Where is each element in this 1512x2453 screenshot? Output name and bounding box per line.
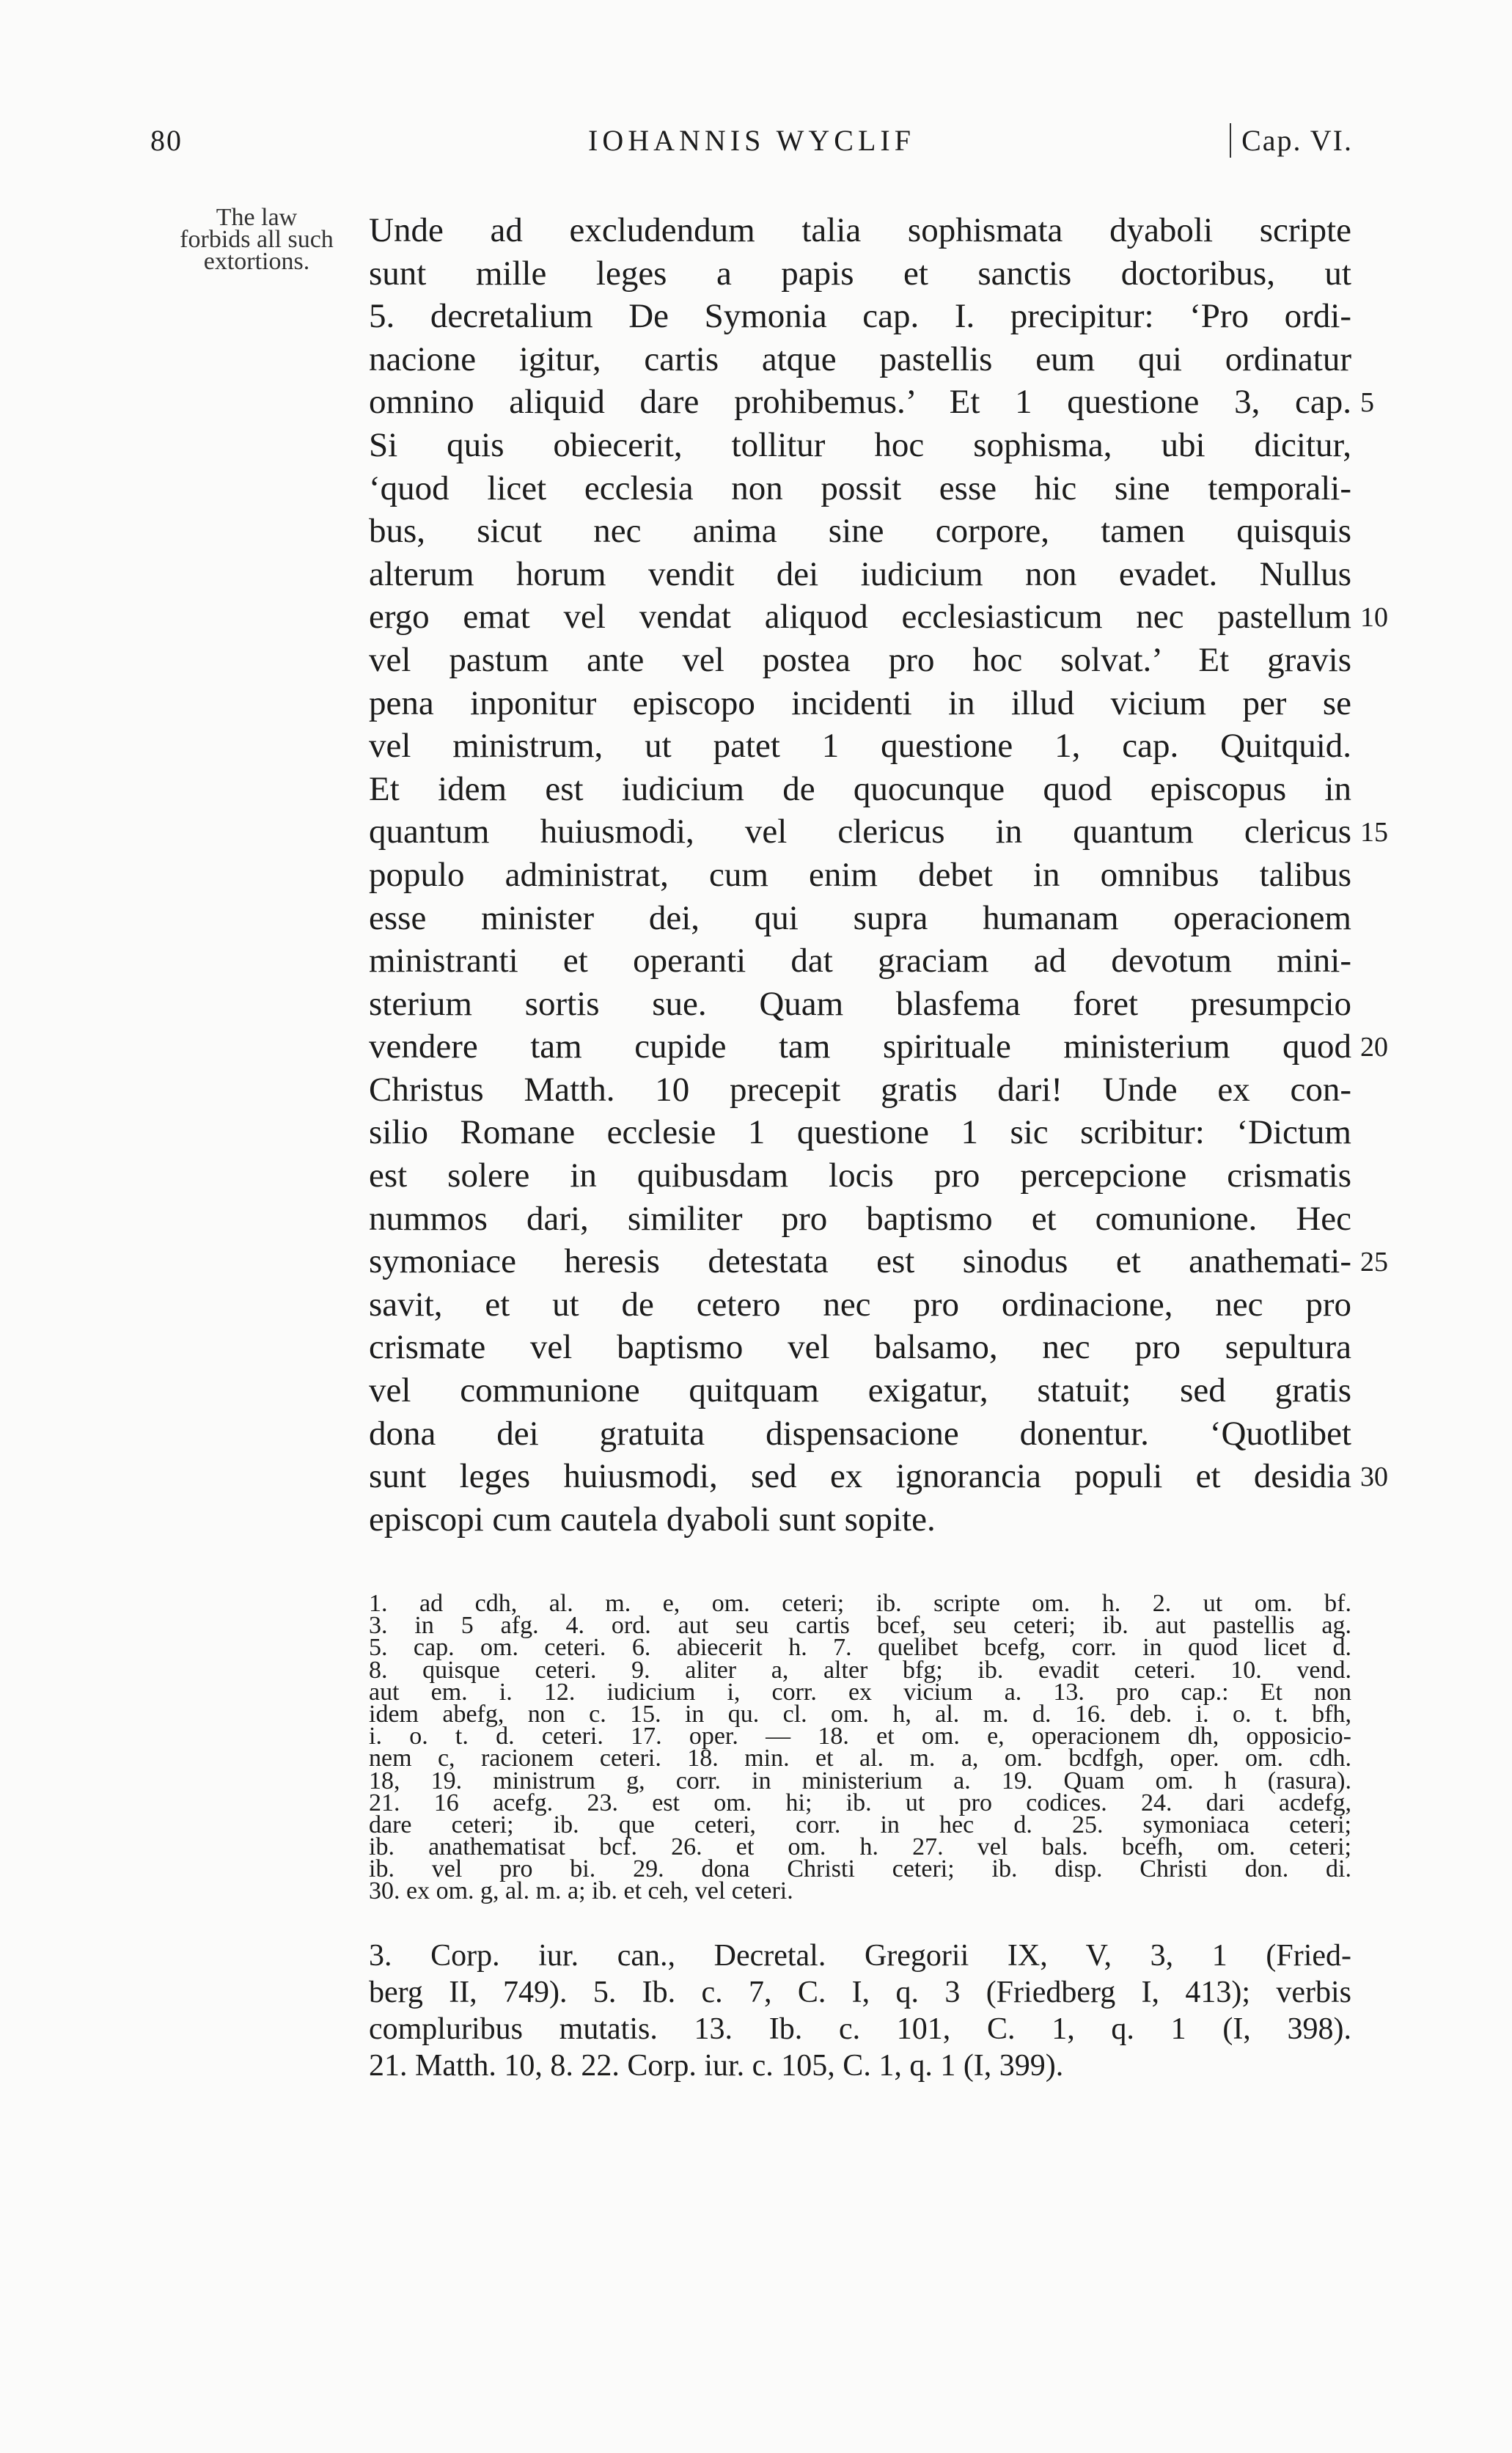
- apparatus-line: 1. ad cdh, al. m. e, om. ceteri; ib. scripte om. h. 2. ut om. bf.: [369, 1590, 1351, 1617]
- apparatus-line: nem c, racionem ceteri. 18. min. et al. m. a, om. bcdfgh, oper. om. cdh.: [369, 1745, 1351, 1772]
- line-number: 15: [1360, 817, 1388, 848]
- text-line: ministranti et operanti dat graciam ad devotum mini-: [369, 942, 1351, 980]
- apparatus-line: aut em. i. 12. iudicium i, corr. ex vicium a. 13. pro cap.: Et non: [369, 1678, 1351, 1706]
- line-number: 25: [1360, 1247, 1388, 1278]
- margin-note: [147, 204, 367, 275]
- margin-note-line: extortions.: [203, 248, 310, 275]
- source-line: 3. Corp. iur. can., Decretal. Gregorii IX, V, 3, 1 (Fried-: [369, 1939, 1351, 1973]
- source-line: compluribus mutatis. 13. Ib. c. 101, C. 1, q. 1 (I, 398).: [369, 2012, 1351, 2046]
- apparatus-line: dare ceteri; ib. que ceteri, corr. in hec d. 25. symoniaca ceteri;: [369, 1811, 1351, 1838]
- source-line: berg II, 749). 5. Ib. c. 7, C. I, q. 3 (Friedberg I, 413); verbis: [369, 1976, 1351, 2009]
- main-text: [369, 209, 1351, 1541]
- text-line: ‘quod licet ecclesia non possit esse hic sine temporali-: [369, 469, 1351, 507]
- apparatus-line: 5. cap. om. ceteri. 6. abiecerit h. 7. quelibet bcefg, corr. in quod licet d.: [369, 1634, 1351, 1662]
- source-line: 21. Matth. 10, 8. 22. Corp. iur. c. 105, C. 1, q. 1 (I, 399).: [369, 2049, 1064, 2083]
- chapter-heading: Cap. VI.: [1230, 123, 1353, 158]
- text-line: sunt mille leges a papis et sanctis doctoribus, ut: [369, 254, 1351, 293]
- text-line: bus, sicut nec anima sine corpore, tamen quisquis: [369, 512, 1351, 551]
- apparatus-line: 18, 19. ministrum g, corr. in ministerium a. 19. Quam om. h (rasura).: [369, 1767, 1351, 1794]
- text-line: populo administrat, cum enim debet in omnibus talibus: [369, 855, 1351, 894]
- text-line: vel ministrum, ut patet 1 questione 1, cap. Quitquid.: [369, 727, 1351, 766]
- text-line: silio Romane ecclesie 1 questione 1 sic scribitur: ‘Dictum: [369, 1113, 1351, 1152]
- text-line: Et idem est iudicium de quocunque quod episcopus in: [369, 769, 1351, 808]
- apparatus-line: ib. anathematisat bcf. 26. et om. h. 27. vel bals. bcefh, om. ceteri;: [369, 1833, 1351, 1861]
- apparatus-line: 8. quisque ceteri. 9. aliter a, alter bfg; ib. evadit ceteri. 10. vend.: [369, 1656, 1351, 1684]
- text-line: pena inponitur episcopo incidenti in illud vicium per se: [369, 683, 1351, 722]
- source-notes: [369, 1937, 1351, 2084]
- text-line: alterum horum vendit dei iudicium non evadet. Nullus: [369, 554, 1351, 593]
- apparatus-line: 3. in 5 afg. 4. ord. aut seu cartis bcef, seu ceteri; ib. aut pastellis ag.: [369, 1612, 1351, 1640]
- text-line: nacione igitur, cartis atque pastellis eum qui ordinatur: [369, 340, 1351, 378]
- text-line: vel pastum ante vel postea pro hoc solvat.’ Et gravis: [369, 640, 1351, 679]
- text-line: Christus Matth. 10 precepit gratis dari! Unde ex con-: [369, 1070, 1351, 1109]
- text-line: crismate vel baptismo vel balsamo, nec pro sepultura: [369, 1328, 1351, 1367]
- text-line: ergo emat vel vendat aliquod ecclesiasticum nec pastellum: [369, 598, 1351, 637]
- page-header: [150, 123, 1353, 167]
- apparatus-line: 21. 16 acefg. 23. est om. hi; ib. ut pro codices. 24. dari acdefg,: [369, 1789, 1351, 1816]
- apparatus-line: idem abefg, non c. 15. in qu. cl. om. h, al. m. d. 16. deb. i. o. t. bfh,: [369, 1700, 1351, 1728]
- text-line: omnino aliquid dare prohibemus.’ Et 1 questione 3, cap.: [369, 383, 1351, 422]
- apparatus-line: i. o. t. d. ceteri. 17. oper. — 18. et om. e, operacionem dh, opposicio-: [369, 1723, 1351, 1750]
- text-line: episcopi cum cautela dyaboli sunt sopite.: [369, 1500, 936, 1539]
- critical-apparatus: [369, 1590, 1351, 1905]
- line-number: 20: [1360, 1032, 1388, 1063]
- text-line: nummos dari, similiter pro baptismo et comunione. Hec: [369, 1199, 1351, 1238]
- text-line: est solere in quibusdam locis pro percepcione crismatis: [369, 1156, 1351, 1195]
- text-line: vendere tam cupide tam spirituale ministerium quod: [369, 1027, 1351, 1066]
- text-line: quantum huiusmodi, vel clericus in quantum clericus: [369, 813, 1351, 851]
- line-number: 30: [1360, 1462, 1388, 1493]
- text-line: savit, et ut de cetero nec pro ordinacione, nec pro: [369, 1285, 1351, 1324]
- apparatus-line: ib. vel pro bi. 29. dona Christi ceteri; ib. disp. Christi don. di.: [369, 1855, 1351, 1883]
- apparatus-line: 30. ex om. g, al. m. a; ib. et ceh, vel ceteri.: [369, 1877, 793, 1905]
- text-line: vel communione quitquam exigatur, statuit; sed gratis: [369, 1371, 1351, 1410]
- line-number: 5: [1360, 387, 1374, 419]
- text-line: symoniace heresis detestata est sinodus et anathemati-: [369, 1242, 1351, 1281]
- text-line: dona dei gratuita dispensacione donentur. ‘Quotlibet: [369, 1414, 1351, 1453]
- text-line: 5. decretalium De Symonia cap. I. precipitur: ‘Pro ordi-: [369, 297, 1351, 336]
- text-line: Unde ad excludendum talia sophismata dyaboli scripte: [369, 211, 1351, 249]
- page-number: 80: [150, 124, 183, 157]
- text-line: Si quis obiecerit, tollitur hoc sophisma, ubi dicitur,: [369, 425, 1351, 464]
- margin-note-line: forbids all such: [180, 226, 334, 253]
- running-title: IOHANNIS WYCLIF: [588, 124, 915, 157]
- text-line: sterium sortis sue. Quam blasfema foret presumpcio: [369, 984, 1351, 1023]
- text-line: sunt leges huiusmodi, sed ex ignorancia populi et desidia: [369, 1457, 1351, 1496]
- text-line: esse minister dei, qui supra humanam operacionem: [369, 898, 1351, 937]
- margin-note-line: The law: [216, 204, 298, 231]
- line-number: 10: [1360, 602, 1388, 634]
